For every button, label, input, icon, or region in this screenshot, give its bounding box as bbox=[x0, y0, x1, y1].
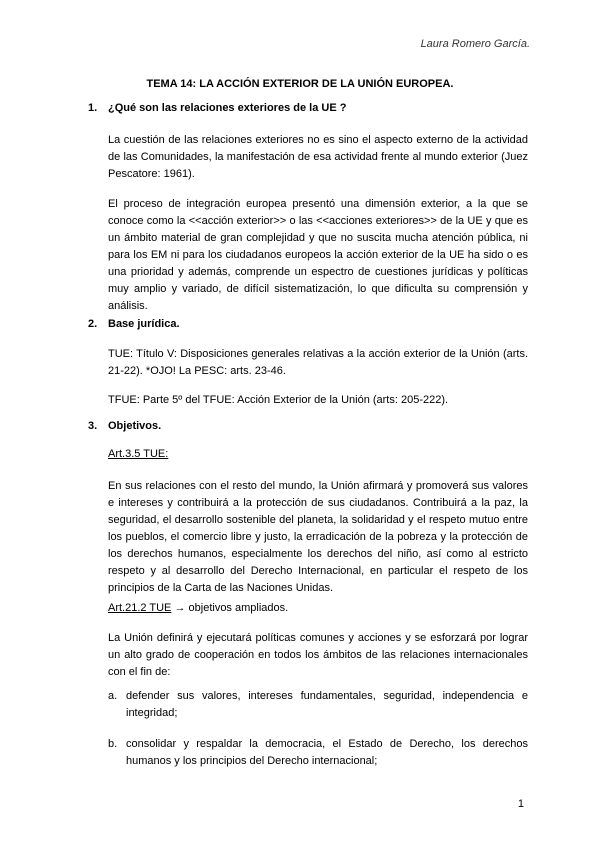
section-title: ¿Qué son las relaciones exteriores de la UE ? bbox=[108, 102, 347, 114]
list-marker: a. bbox=[108, 690, 118, 702]
paragraph-proceso-integracion: El proceso de integración europea presentó una dimensión exterior, a la que se conoce como la <<acción exterior>> o las <<acciones exteriores>> de la UE y que es un ámbito material de gran complejidad y que no suscita mucha atención pública, ni para los EM ni para los ciudadanos europeos la acción exterior de la UE ha sido o es una prioridad y además, comprende un espectro de cuestiones jurídicas y políticas muy amplio y variado, de difícil sistematización, lo que dificulta su comprensión y análisis. bbox=[108, 198, 528, 312]
list-item bbox=[108, 736, 528, 770]
list-item-text: consolidar y respaldar la democracia, el Estado de Derecho, los derechos humanos y los principios del Derecho internacional; bbox=[126, 738, 528, 767]
list-item-text: defender sus valores, intereses fundamentales, seguridad, independencia e integridad; bbox=[126, 690, 528, 719]
article-3-5-label bbox=[108, 446, 528, 463]
article-21-2-line bbox=[108, 600, 528, 617]
article-link: Art.3.5 TUE: bbox=[108, 448, 169, 460]
section-number: 2. bbox=[88, 318, 98, 330]
section-number: 1. bbox=[88, 102, 98, 114]
document-title: TEMA 14: LA ACCIÓN EXTERIOR DE LA UNIÓN EUROPEA. bbox=[146, 78, 454, 90]
paragraph-relaciones-definicion: La cuestión de las relaciones exteriores no es sino el aspecto externo de la actividad de las Comunidades, la manifestación de esa actividad frente al mundo exterior (Juez Pescatore: 1961). bbox=[108, 134, 528, 180]
list-marker: b. bbox=[108, 738, 118, 750]
section-title: Base jurídica. bbox=[108, 318, 180, 330]
page-number: 1 bbox=[517, 798, 524, 810]
paragraph-tfue-base: TFUE: Parte 5º del TFUE: Acción Exterior de la Unión (arts: 205-222). bbox=[108, 394, 449, 406]
list-item bbox=[108, 688, 528, 722]
author-name: Laura Romero García. bbox=[420, 38, 530, 50]
paragraph-tue-base: TUE: Título V: Disposiciones generales relativas a la acción exterior de la Unión (arts. 21-22). *OJO! La PESC: arts. 23-46. bbox=[108, 348, 528, 377]
section-title: Objetivos. bbox=[108, 420, 162, 432]
article-note: objetivos ampliados. bbox=[188, 602, 289, 614]
arrow-right-icon: → bbox=[174, 602, 186, 614]
section-heading-3 bbox=[88, 420, 161, 432]
paragraph-art-21-2: La Unión definirá y ejecutará políticas comunes y acciones y se esforzará por lograr un alto grado de cooperación en todos los ámbitos de las relaciones internacionales con el fin de: bbox=[108, 632, 528, 678]
section-heading-1 bbox=[88, 102, 346, 114]
paragraph-art-3-5: En sus relaciones con el resto del mundo, la Unión afirmará y promoverá sus valores e intereses y contribuirá a la protección de sus ciudadanos. Contribuirá a la paz, la seguridad, el desarrollo sostenible del planeta, la solidaridad y el respeto mutuo entre los pueblos, el comercio libre y justo, la erradicación de la pobreza y la protección de los derechos humanos, especialmente los derechos del niño, así como al estricto respeto y al desarrollo del Derecho Internacional, en particular el respeto de los principios de la Carta de las Naciones Unidas. bbox=[108, 480, 528, 594]
section-heading-2 bbox=[88, 318, 180, 330]
section-number: 3. bbox=[88, 420, 98, 432]
article-link: Art.21.2 TUE bbox=[108, 602, 172, 614]
